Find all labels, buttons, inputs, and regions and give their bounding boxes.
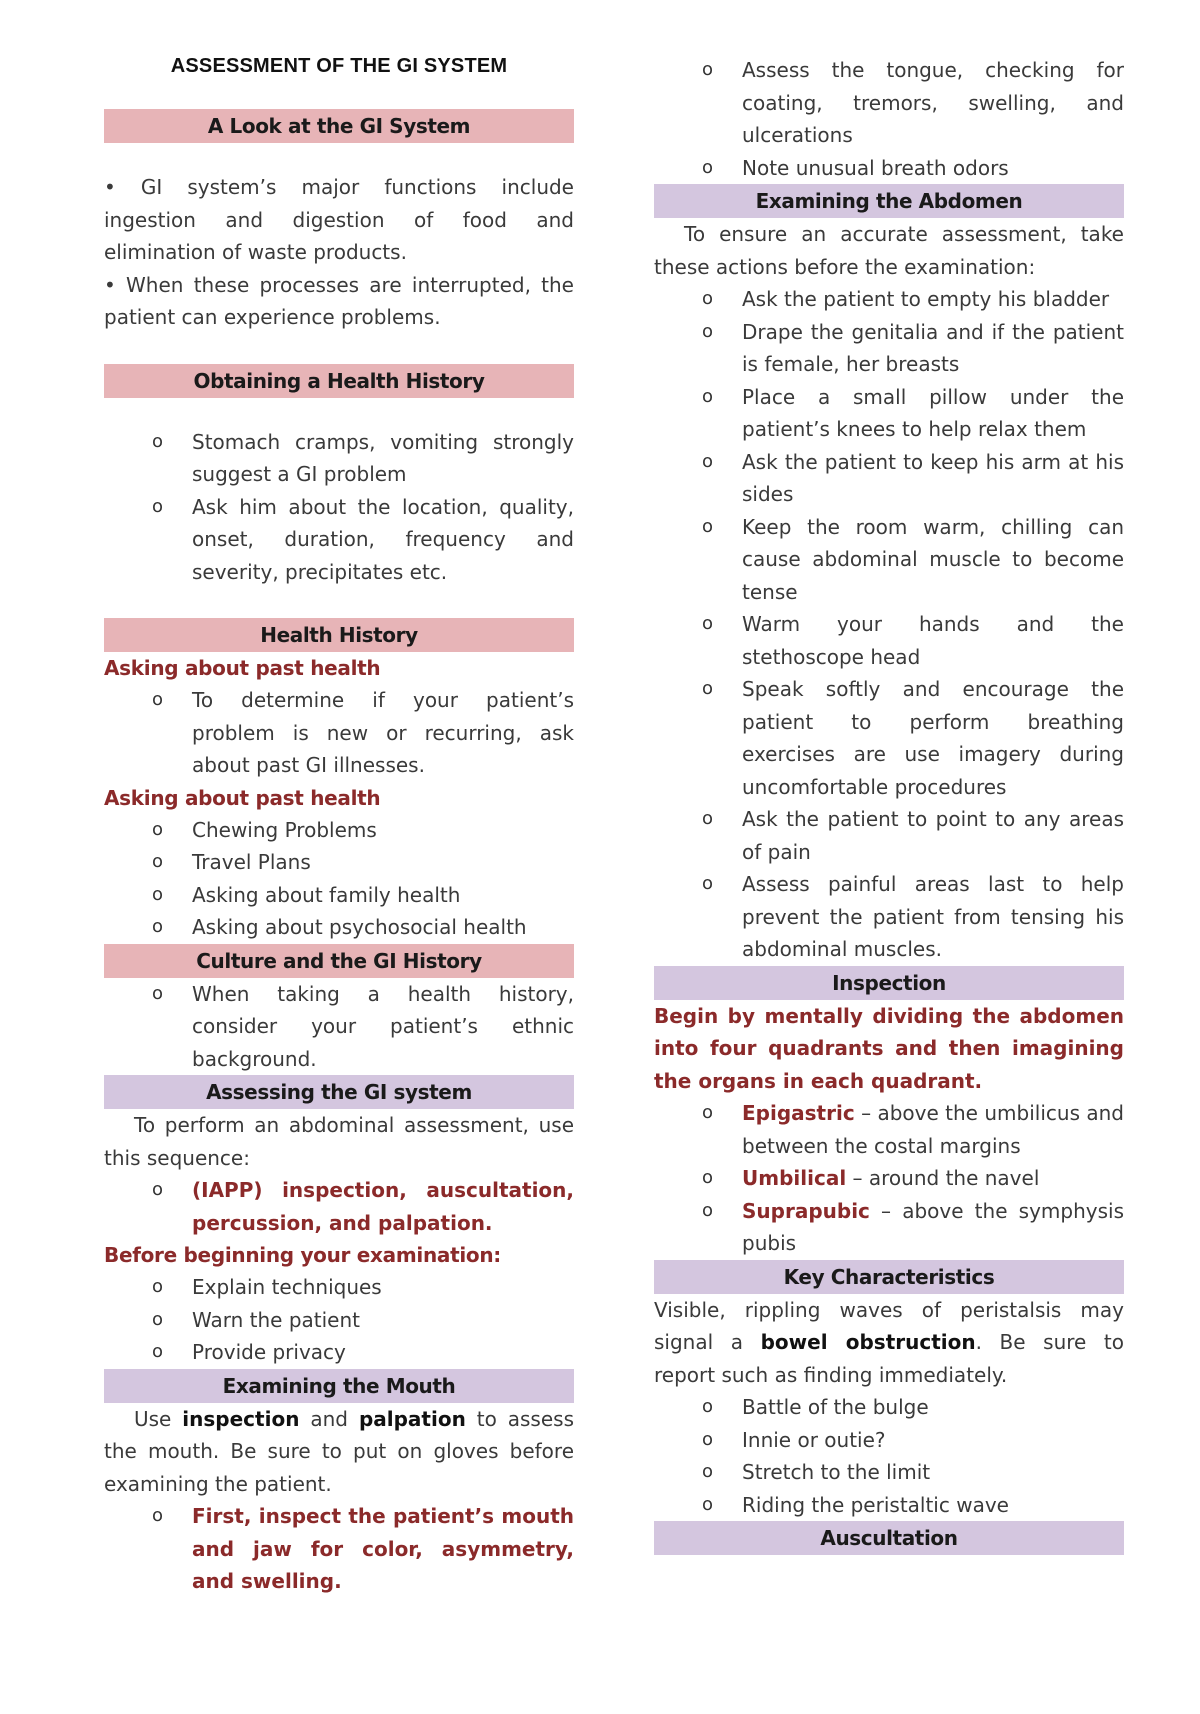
heading-examining-abdomen: Examining the Abdomen <box>654 184 1124 218</box>
mouth-continued-list <box>654 54 1124 184</box>
heading-culture: Culture and the GI History <box>104 944 574 978</box>
left-column <box>104 0 574 1598</box>
list-item: o (IAPP) inspection, auscultation, percussion, and palpation. <box>152 1178 574 1235</box>
list-item: o Suprapubic – above the symphysis pubis <box>702 1198 1124 1255</box>
before-list <box>104 1271 574 1369</box>
heading-examining-mouth: Examining the Mouth <box>104 1369 574 1403</box>
assess-paragraph: To perform an abdominal assessment, use this sequence: <box>104 1113 574 1170</box>
list-item: o Ask the patient to keep his arm at his sides <box>702 449 1124 506</box>
list-item: o Keep the room warm, chilling can cause abdominal muscle to become tense <box>702 514 1124 604</box>
list-item: o Stretch to the limit <box>702 1460 931 1484</box>
subheading-past-health: Asking about past health <box>104 656 381 680</box>
heading-look-gi: A Look at the GI System <box>104 109 574 143</box>
list-item: o Assess painful areas last to help prevent the patient from tensing his abdominal muscles. <box>702 872 1124 961</box>
abdomen-paragraph: To ensure an accurate assessment, take these actions before the examination: <box>654 222 1124 279</box>
subheading-past-health-2: Asking about past health <box>104 785 381 810</box>
assess-list <box>104 1174 574 1239</box>
list-item: o Epigastric – above the umbilicus and between the costal margins <box>702 1101 1124 1158</box>
list-item: o Ask the patient to point to any areas of pain <box>702 807 1124 864</box>
heading-assessing-gi: Assessing the GI system <box>104 1075 574 1109</box>
list-item: o Note unusual breath odors <box>702 155 1009 180</box>
list-item: o To determine if your patient’s problem is new or recurring, ask about past GI illnesses. <box>152 688 574 777</box>
list-item: o Riding the peristaltic wave <box>702 1492 1009 1517</box>
mouth-paragraph: Use inspection and palpation to assess the mouth. Be sure to put on gloves before examining the patient. <box>104 1406 574 1496</box>
subheading-before-exam: Before beginning your examination: <box>104 1243 501 1267</box>
heading-health-history-2: Health History <box>104 618 574 652</box>
list-item: o Travel Plans <box>152 850 311 874</box>
heading-auscultation: Auscultation <box>654 1521 1124 1555</box>
page-title: ASSESSMENT OF THE GI SYSTEM <box>170 55 508 77</box>
look-paragraph-2: • When these processes are interrupted, the patient can experience problems. <box>104 272 574 329</box>
list-item: o Warn the patient <box>152 1307 361 1332</box>
list-item: o Place a small pillow under the patient’s knees to help relax them <box>702 384 1124 441</box>
list-item: o First, inspect the patient’s mouth and jaw for color, asymmetry, and swelling. <box>152 1504 574 1593</box>
key-paragraph: Visible, rippling waves of peristalsis may signal a bowel obstruction. Be sure to report such as finding immediately. <box>654 1297 1124 1387</box>
list-item: o Umbilical – around the navel <box>702 1166 1040 1190</box>
heading-inspection: Inspection <box>654 966 1124 1000</box>
look-paragraph-1: • GI system’s major functions include ingestion and digestion of food and elimination of waste products. <box>104 175 574 264</box>
list-item: o Innie or outie? <box>702 1427 886 1452</box>
abdomen-list <box>654 283 1124 966</box>
list-item: o Assess the tongue, checking for coating, tremors, swelling, and ulcerations <box>702 58 1124 147</box>
list-item: o Battle of the bulge <box>702 1395 929 1419</box>
past-health-list <box>104 684 574 782</box>
list-item: o Drape the genitalia and if the patient is female, her breasts <box>702 319 1124 376</box>
key-list <box>654 1391 1124 1521</box>
right-column <box>654 0 1124 1555</box>
inspection-lead: Begin by mentally dividing the abdomen into four quadrants and then imagining the organs in each quadrant. <box>654 1003 1124 1093</box>
mouth-list <box>104 1500 574 1598</box>
list-item: o Warm your hands and the stethoscope head <box>702 612 1124 669</box>
list-item: o Chewing Problems <box>152 817 377 842</box>
list-item: o Provide privacy <box>152 1340 346 1364</box>
list-item: o Asking about psychosocial health <box>152 915 527 939</box>
list-item: o Explain techniques <box>152 1275 382 1299</box>
history-list <box>104 426 574 589</box>
list-item: o Asking about family health <box>152 882 461 907</box>
culture-list <box>104 978 574 1076</box>
list-item: o Speak softly and encourage the patient to perform breathing exercises are use imagery during uncomfortable procedures <box>702 677 1124 799</box>
list-item: o Stomach cramps, vomiting strongly suggest a GI problem <box>152 429 574 486</box>
heading-health-history: Obtaining a Health History <box>104 364 574 398</box>
past-health-list-2 <box>104 814 574 944</box>
list-item: o When taking a health history, consider your patient’s ethnic background. <box>152 981 574 1071</box>
list-item: o Ask the patient to empty his bladder <box>702 287 1110 311</box>
quadrant-list <box>654 1097 1124 1260</box>
list-item: o Ask him about the location, quality, onset, duration, frequency and severity, precipitates etc. <box>152 494 574 584</box>
heading-key-characteristics: Key Characteristics <box>654 1260 1124 1294</box>
